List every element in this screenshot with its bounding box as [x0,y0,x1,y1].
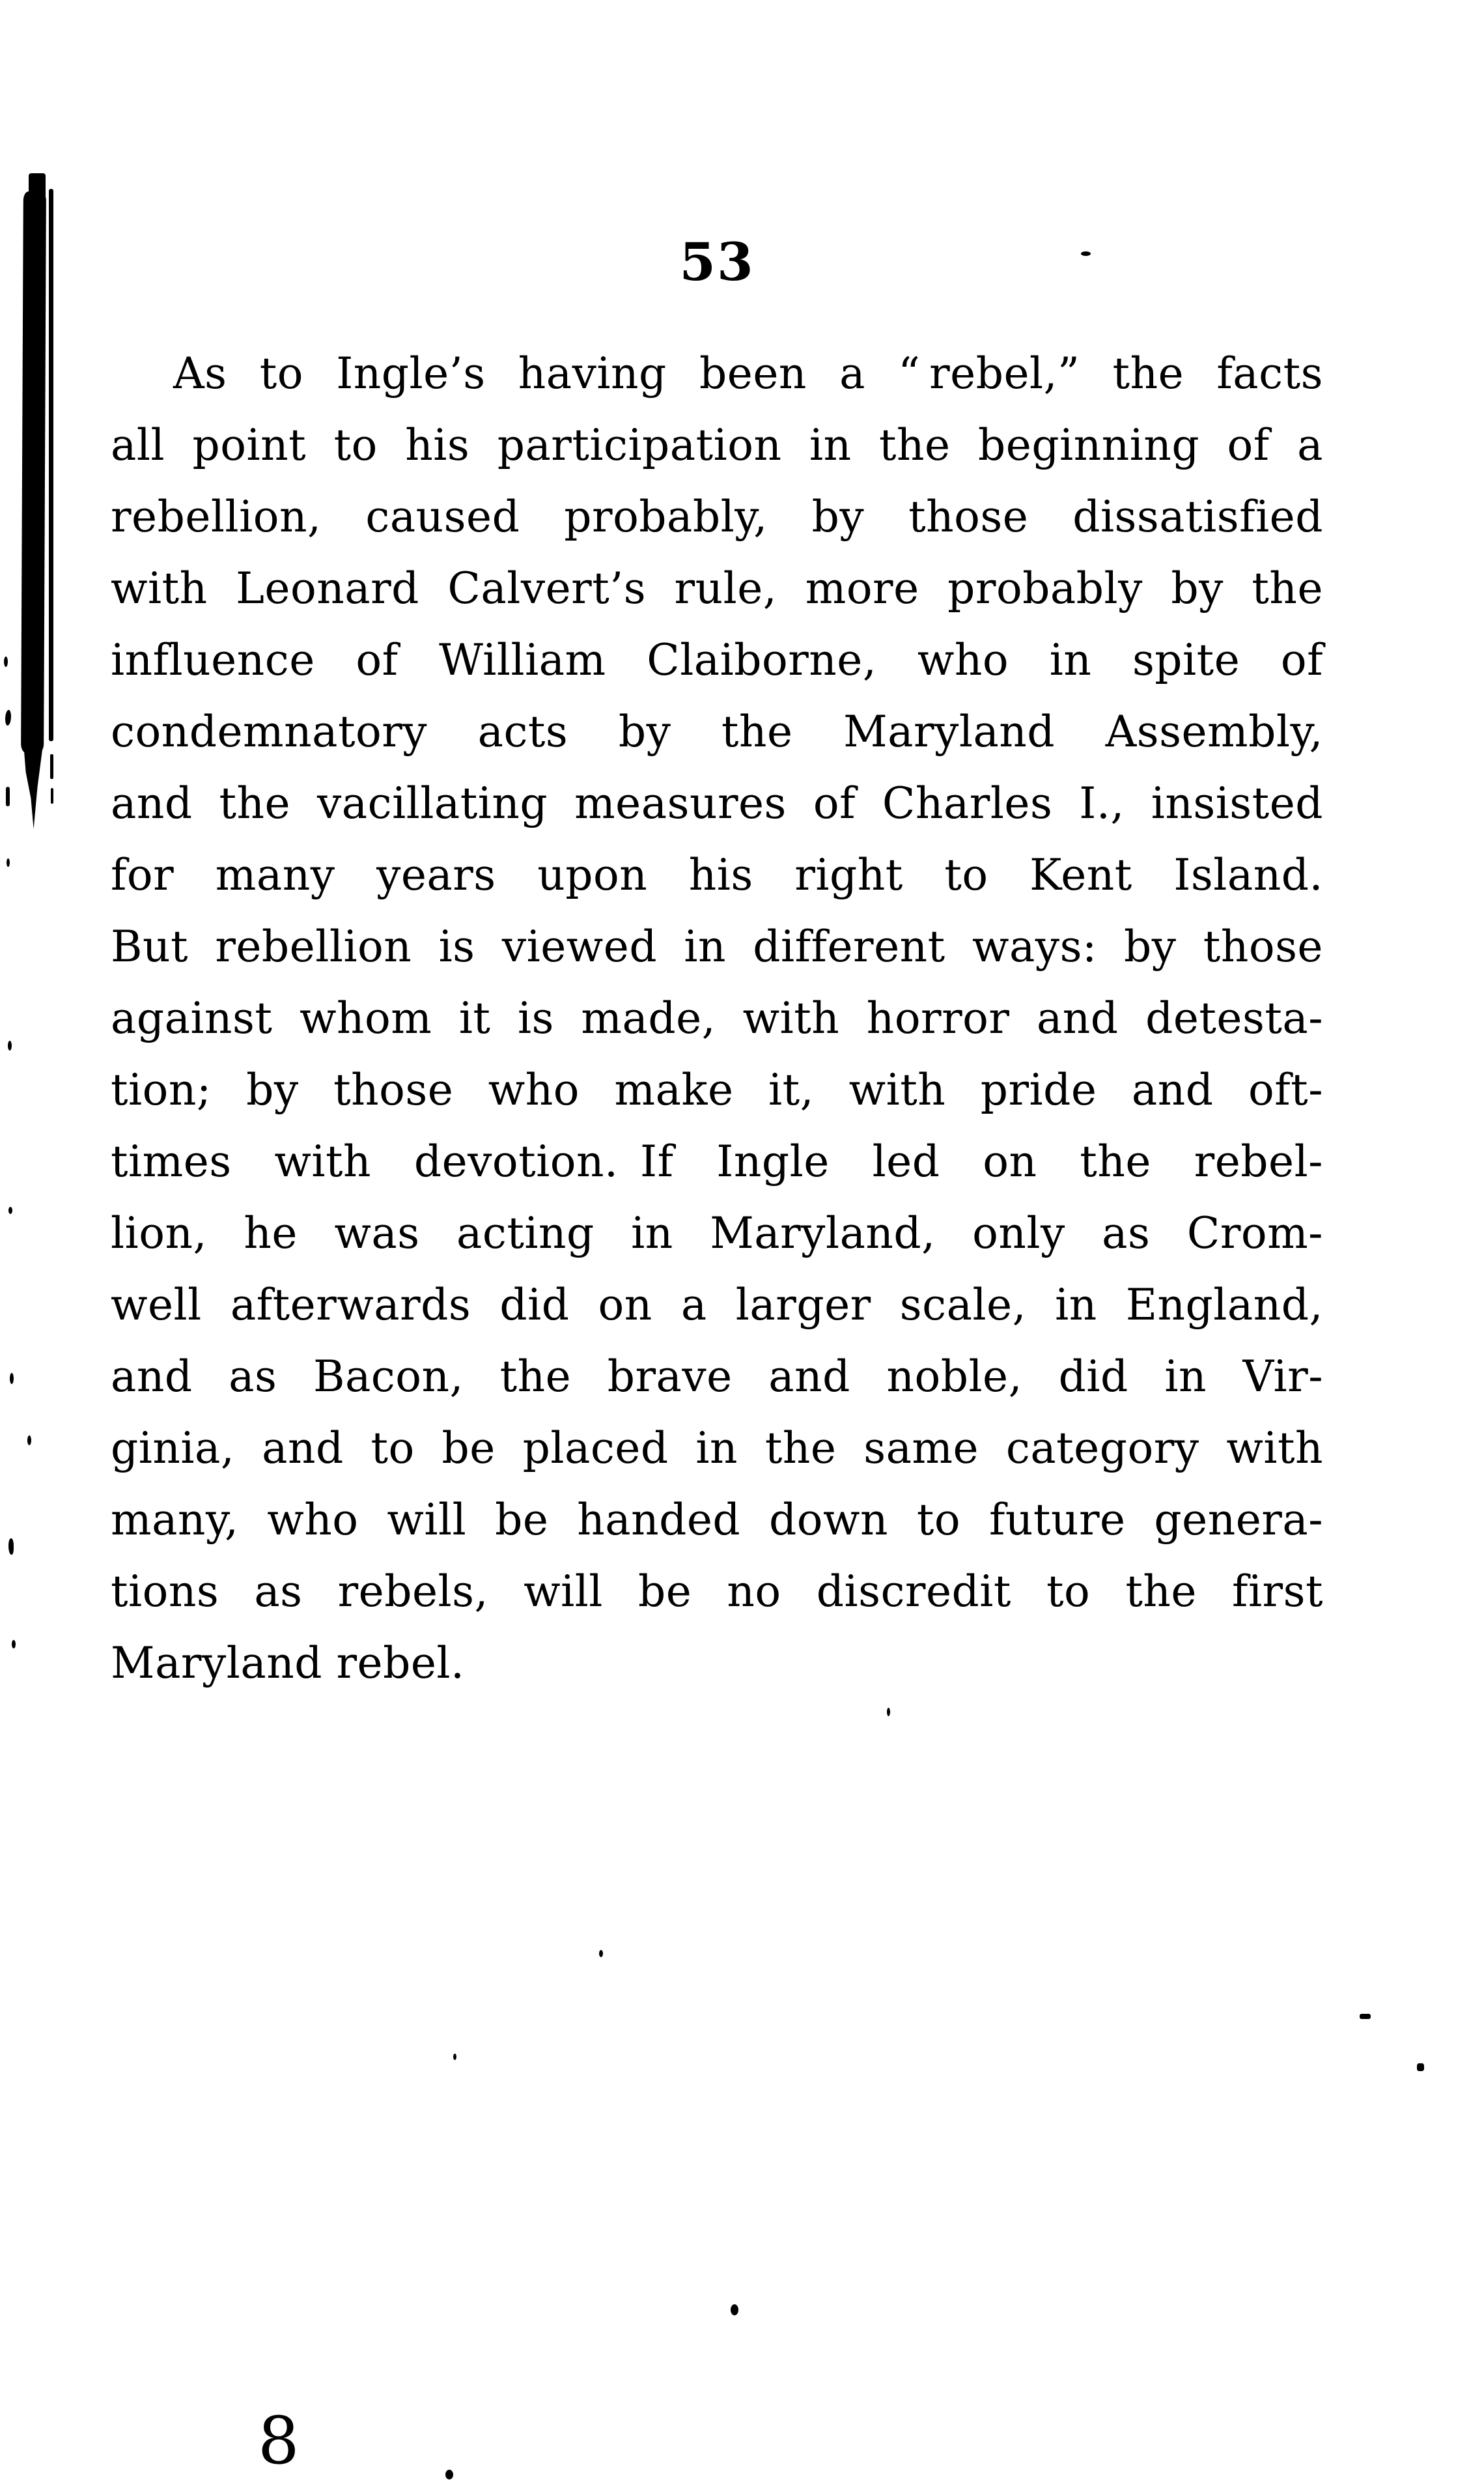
text-line: well afterwards did on a larger scale, in England, [111,1280,1323,1330]
text-line: and as Bacon, the brave and noble, did in Vir- [111,1351,1323,1402]
text-line: times with devotion. If Ingle led on the rebel- [111,1137,1323,1187]
text-line: tion; by those who make it, with pride and oft- [111,1065,1323,1115]
scan-speck [12,1640,16,1648]
scan-speck [4,657,8,667]
text-line: for many years upon his right to Kent Island. [111,850,1323,900]
text-line: and the vacillating measures of Charles I., insisted [111,778,1323,828]
ink-streak-thin-line-fragment [51,788,53,804]
text-line: But rebellion is viewed in different ways: by those [111,922,1323,972]
text-line: many, who will be handed down to future genera- [111,1495,1323,1545]
text-line: with Leonard Calvert’s rule, more probably by the [111,563,1323,614]
scan-speck [1417,2063,1424,2071]
text-line: influence of William Claiborne, who in spite of [111,635,1323,685]
signature-mark: 8 [258,2403,300,2479]
text-line: ginia, and to be placed in the same category with [111,1423,1323,1473]
text-line: tions as rebels, will be no discredit to the first [111,1566,1323,1617]
scan-speck [6,787,10,806]
scan-speck [445,2470,453,2479]
text-line: against whom it is made, with horror and detesta- [111,993,1323,1043]
scan-speck [8,1041,12,1051]
scan-speck [1360,2014,1371,2019]
page-number: 53 [679,231,755,292]
text-line: lion, he was acting in Maryland, only as Crom- [111,1208,1323,1258]
scan-speck [10,1373,14,1384]
text-line: condemnatory acts by the Maryland Assembly, [111,707,1323,757]
scan-speck [8,1538,14,1555]
scan-speck [27,1435,31,1445]
scan-speck [8,1207,12,1214]
scan-speck [7,858,10,867]
text-line: all point to his participation in the beginning of a [111,420,1323,470]
scan-speck [1081,251,1091,256]
ink-streak-thin-line [49,189,53,741]
ink-streak-bar [21,191,46,753]
scan-speck [453,2054,456,2060]
text-line: Maryland rebel. [111,1638,465,1688]
text-line: rebellion, caused probably, by those dissatisfied [111,492,1323,542]
scan-speck [5,710,11,726]
scan-speck [599,1950,603,1957]
text-line: As to Ingle’s having been a “ rebel,” the facts [173,348,1323,399]
ink-streak-tail [23,748,43,829]
scan-speck [887,1708,890,1716]
scan-speck [731,2304,738,2315]
ink-streak-thin-line-fragment [50,754,53,779]
body-paragraph [111,338,1323,1699]
